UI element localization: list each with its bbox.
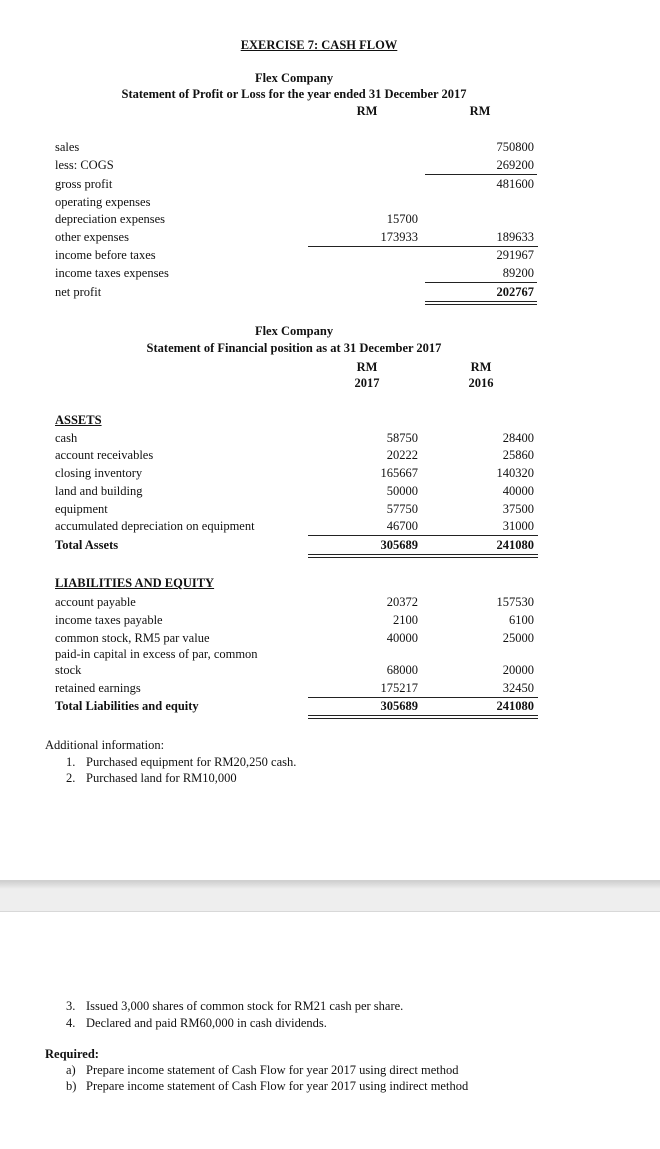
pl-tax-rule [425,282,537,283]
additional-item-marker: 3. [66,999,76,1013]
asset-row-label: account receivables [55,448,154,462]
liability-row-value-2017: 175217 [380,681,418,695]
pl-row-value-c1: 15700 [386,212,418,226]
liability-row-label: paid-in capital in excess of par, common [55,647,258,661]
pl-company-name: Flex Company [254,71,334,85]
pl-row-label: net profit [55,285,102,299]
pl-row-label: depreciation expenses [55,212,166,226]
asset-row-value-2016: 31000 [502,519,534,533]
assets-heading: ASSETS [55,413,102,427]
pl-row-label: other expenses [55,230,129,244]
pl-col2-header: RM [469,104,491,118]
additional-info-heading: Additional information: [45,738,165,752]
liability-row-label: account payable [55,595,136,609]
liability-row-value-2017: 40000 [386,631,418,645]
liabilities-double-rule [308,715,538,719]
fp-col1-currency: RM [356,360,378,374]
pl-row-value-c2: 89200 [502,266,534,280]
additional-item-marker: 1. [66,755,76,769]
asset-row-value-2016: 37500 [502,502,534,516]
asset-row-value-2016: 40000 [502,484,534,498]
additional-item-marker: 4. [66,1016,76,1030]
total-liabilities-2016: 241080 [496,699,534,713]
page-separator [0,880,660,912]
exercise-title: EXERCISE 7: CASH FLOW [240,38,398,52]
pl-row-value-c2: 481600 [496,177,534,191]
pl-row-label: income before taxes [55,248,156,262]
asset-row-value-2017: 50000 [386,484,418,498]
total-assets-2017: 305689 [380,538,418,552]
pl-statement-heading: Statement of Profit or Loss for the year ended 31 December 2017 [121,87,467,101]
fp-col2-year: 2016 [468,376,494,390]
asset-row-value-2017: 20222 [386,448,418,462]
liability-row-value-2016: 20000 [502,663,534,677]
liabilities-heading: LIABILITIES AND EQUITY [55,576,215,590]
additional-item-text: Purchased land for RM10,000 [86,771,237,785]
fp-company-name: Flex Company [254,324,334,338]
pl-net-profit-double-rule [425,301,537,305]
asset-row-value-2016: 25860 [502,448,534,462]
additional-item-marker: 2. [66,771,76,785]
liability-row-label: common stock, RM5 par value [55,631,210,645]
pl-row-value-c2: 189633 [496,230,534,244]
pl-row-value-c2: 291967 [496,248,534,262]
liability-row-value-2017: 68000 [386,663,418,677]
pl-row-label: gross profit [55,177,113,191]
total-assets-2016: 241080 [496,538,534,552]
asset-row-label: cash [55,431,78,445]
liability-row-value-2016: 6100 [509,613,534,627]
pl-row-label: less: COGS [55,158,114,172]
pl-net-profit-value: 202767 [496,285,534,299]
required-item-text: Prepare income statement of Cash Flow for year 2017 using direct method [86,1063,459,1077]
liability-row-value-2016: 157530 [496,595,534,609]
pl-col1-header: RM [356,104,378,118]
liability-row-value-2016: 25000 [502,631,534,645]
liability-row-value-2016: 32450 [502,681,534,695]
pl-row-value-c2: 269200 [496,158,534,172]
total-liabilities-2017: 305689 [380,699,418,713]
asset-row-value-2017: 57750 [386,502,418,516]
pl-row-label: income taxes expenses [55,266,169,280]
asset-row-value-2016: 28400 [502,431,534,445]
pl-row-value-c1: 173933 [380,230,418,244]
asset-row-value-2016: 140320 [496,466,534,480]
fp-statement-heading: Statement of Financial position as at 31 December 2017 [146,341,442,355]
required-item-marker: b) [66,1079,77,1093]
pl-subtotal-rule [425,174,537,175]
assets-double-rule [308,554,538,558]
liability-row-label: retained earnings [55,681,141,695]
liability-row-value-2017: 20372 [386,595,418,609]
fp-col2-currency: RM [470,360,492,374]
assets-total-rule [308,535,538,536]
asset-row-value-2017: 58750 [386,431,418,445]
additional-item-text: Issued 3,000 shares of common stock for RM21 cash per share. [86,999,404,1013]
liability-row-label: stock [55,663,82,677]
pl-row-value-c2: 750800 [496,140,534,154]
additional-item-text: Declared and paid RM60,000 in cash dividends. [86,1016,327,1030]
required-heading: Required: [45,1047,99,1061]
asset-row-label: accumulated depreciation on equipment [55,519,255,533]
required-item-text: Prepare income statement of Cash Flow for year 2017 using indirect method [86,1079,469,1093]
required-item-marker: a) [66,1063,76,1077]
asset-row-label: land and building [55,484,143,498]
fp-col1-year: 2017 [354,376,380,390]
pl-row-label: sales [55,140,80,154]
asset-row-value-2017: 165667 [380,466,418,480]
liability-row-label: income taxes payable [55,613,163,627]
total-liabilities-label: Total Liabilities and equity [55,699,199,713]
asset-row-label: equipment [55,502,108,516]
total-assets-label: Total Assets [55,538,119,552]
liabilities-total-rule [308,697,538,698]
additional-item-text: Purchased equipment for RM20,250 cash. [86,755,297,769]
pl-row-label: operating expenses [55,195,151,209]
pl-expenses-rule [308,246,538,247]
liability-row-value-2017: 2100 [393,613,418,627]
asset-row-label: closing inventory [55,466,143,480]
asset-row-value-2017: 46700 [386,519,418,533]
